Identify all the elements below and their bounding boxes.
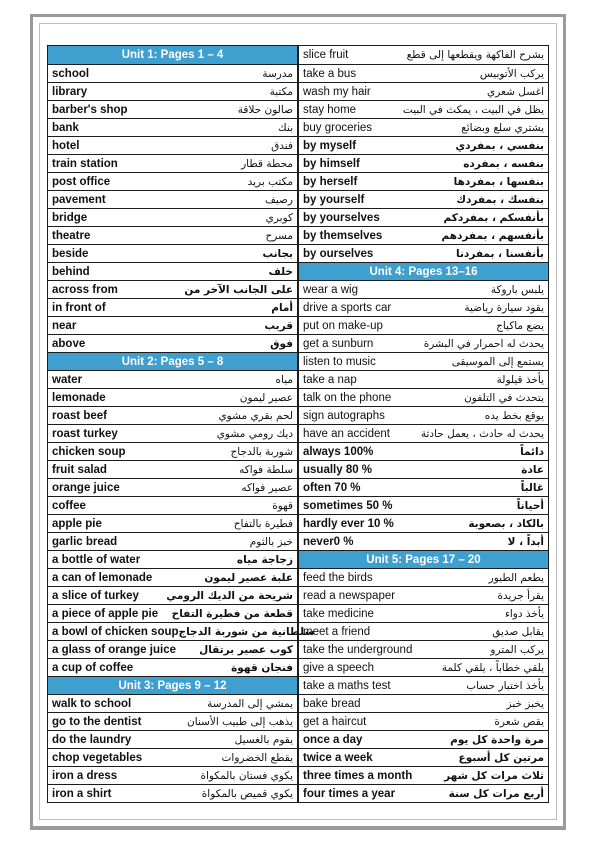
english-term: bridge <box>52 211 88 224</box>
vocab-row <box>48 730 297 748</box>
vocab-row <box>299 658 548 676</box>
vocab-row <box>299 424 548 442</box>
arabic-translation: قهوة <box>272 499 293 512</box>
arabic-translation: يأخذ قيلولة <box>496 373 544 386</box>
unit-header <box>299 262 548 280</box>
english-term: post office <box>52 175 111 188</box>
arabic-translation: بنفسك ، بمفردك <box>456 193 544 206</box>
arabic-translation: عصير ليمون <box>239 391 293 404</box>
arabic-translation: خلف <box>268 265 293 278</box>
vocab-row <box>299 370 548 388</box>
vocab-row <box>299 46 548 64</box>
arabic-translation: عصير فواكه <box>241 481 293 494</box>
vocab-row <box>48 586 297 604</box>
english-term: do the laundry <box>52 733 132 746</box>
arabic-translation: سلطة فواكه <box>239 463 293 476</box>
arabic-translation: يحدث له احمرار في البشرة <box>423 337 544 350</box>
arabic-translation: بنفسها ، بمفردها <box>453 175 544 188</box>
arabic-translation: بنك <box>278 121 293 134</box>
english-term: by herself <box>303 175 358 188</box>
english-term: chop vegetables <box>52 751 143 764</box>
arabic-translation: محطة قطار <box>241 157 293 170</box>
vocab-row <box>48 388 297 406</box>
vocab-row <box>299 496 548 514</box>
arabic-translation: قطعة من فطيرة التفاح <box>171 607 293 620</box>
english-term: take the underground <box>303 643 413 656</box>
english-term: slice fruit <box>303 49 349 61</box>
english-term: go to the dentist <box>52 715 142 728</box>
english-term: bank <box>52 121 79 134</box>
english-term: take a maths test <box>303 679 391 692</box>
arabic-translation: يقطع الخضروات <box>221 751 293 764</box>
vocab-row <box>48 604 297 622</box>
arabic-translation: يقرأ جريدة <box>497 589 544 602</box>
arabic-translation: ديك رومي مشوي <box>216 427 293 440</box>
arabic-translation: يقص شعرة <box>494 715 544 728</box>
english-term: theatre <box>52 229 91 242</box>
english-term: barber's shop <box>52 103 128 116</box>
vocab-row <box>299 622 548 640</box>
arabic-translation: يكوي قميص بالمكواة <box>201 787 293 800</box>
english-term: a can of lemonade <box>52 571 153 584</box>
english-term: talk on the phone <box>303 391 392 404</box>
vocab-row <box>48 244 297 262</box>
vocab-row <box>48 298 297 316</box>
english-term: four times a year <box>303 787 396 800</box>
vocab-row <box>299 334 548 352</box>
vocab-row <box>299 280 548 298</box>
vocab-row <box>299 352 548 370</box>
vocab-row <box>48 694 297 712</box>
vocab-row <box>299 154 548 172</box>
english-term: near <box>52 319 77 332</box>
unit-header-title: Unit 1: Pages 1 – 4 <box>121 49 224 61</box>
vocab-row <box>48 64 297 82</box>
arabic-translation: مدرسة <box>262 67 293 80</box>
vocab-row <box>48 568 297 586</box>
vocab-row <box>48 118 297 136</box>
english-term: take medicine <box>303 607 374 620</box>
vocab-row <box>48 712 297 730</box>
vocab-row <box>48 136 297 154</box>
english-term: train station <box>52 157 118 170</box>
english-term: a glass of orange juice <box>52 643 176 656</box>
vocab-row <box>48 658 297 676</box>
arabic-translation: يركب الأتوبيس <box>479 67 544 80</box>
english-term: pavement <box>52 193 106 206</box>
english-term: lemonade <box>52 391 106 404</box>
english-term: chicken soup <box>52 445 126 458</box>
vocab-row <box>48 100 297 118</box>
vocab-row <box>299 244 548 262</box>
english-term: meet a friend <box>303 625 371 638</box>
english-term: by themselves <box>303 229 383 242</box>
vocab-row <box>48 784 297 802</box>
unit-header <box>48 676 297 694</box>
arabic-translation: شريحة من الديك الرومي <box>166 589 293 602</box>
english-term: orange juice <box>52 481 120 494</box>
arabic-translation: على الجانب الآخر من <box>184 283 293 296</box>
english-term: fruit salad <box>52 463 107 476</box>
english-term: above <box>52 337 86 350</box>
vocab-row <box>48 478 297 496</box>
arabic-translation: قريب <box>264 319 293 332</box>
vocab-row <box>48 226 297 244</box>
arabic-translation: يضع ماكياج <box>496 319 544 332</box>
arabic-translation: كوبري <box>265 211 293 224</box>
arabic-translation: بنفسي ، بمفردي <box>455 139 544 152</box>
english-term: read a newspaper <box>303 589 396 602</box>
english-term: once a day <box>303 733 363 746</box>
english-term: usually 80 % <box>303 463 373 476</box>
english-term: walk to school <box>52 697 132 710</box>
unit-header-title: Unit 3: Pages 9 – 12 <box>118 679 227 692</box>
english-term: take a bus <box>303 67 357 80</box>
vocab-row <box>299 748 548 766</box>
vocab-row <box>48 460 297 478</box>
english-term: buy groceries <box>303 121 373 134</box>
english-term: hotel <box>52 139 80 152</box>
english-term: stay home <box>303 103 357 116</box>
english-term: coffee <box>52 499 86 512</box>
arabic-translation: مرة واحدة كل يوم <box>450 733 544 746</box>
arabic-translation: يأخذ اختبار حساب <box>466 679 544 692</box>
arabic-translation: دائماً <box>520 445 544 458</box>
unit-header <box>299 550 548 568</box>
arabic-translation: شوربة بالدجاج <box>230 445 293 458</box>
english-term: iron a shirt <box>52 787 112 800</box>
english-term: put on make-up <box>303 319 383 332</box>
english-term: library <box>52 85 88 98</box>
vocab-row <box>299 64 548 82</box>
english-term: a bowl of chicken soup <box>52 625 179 638</box>
arabic-translation: مكتب بريد <box>247 175 293 188</box>
vocab-row <box>48 334 297 352</box>
arabic-translation: فوق <box>270 337 293 350</box>
vocab-row <box>48 532 297 550</box>
arabic-translation: يأخذ دواء <box>504 607 544 620</box>
vocab-row <box>48 442 297 460</box>
arabic-translation: يشتري سلع وبضائع <box>461 121 544 134</box>
vocab-row <box>299 676 548 694</box>
vocab-row <box>48 550 297 568</box>
english-term: water <box>52 373 83 386</box>
arabic-translation: يركب المترو <box>490 643 544 656</box>
arabic-translation: يلقي خطاباً ، يلقي كلمة <box>441 661 544 674</box>
english-term: apple pie <box>52 517 102 530</box>
arabic-translation: أربع مرات كل سنة <box>448 787 544 800</box>
vocab-row <box>299 406 548 424</box>
vocab-row <box>48 640 297 658</box>
vocab-row <box>48 82 297 100</box>
vocab-row <box>299 190 548 208</box>
arabic-translation: صالون حلاقة <box>237 103 293 116</box>
english-term: wash my hair <box>303 85 371 98</box>
arabic-translation: كوب عصير برتقال <box>199 643 293 656</box>
vocab-row <box>299 784 548 802</box>
english-term: listen to music <box>303 355 376 368</box>
arabic-translation: سلطانية من شوربة الدجاج <box>178 625 315 638</box>
vocab-row <box>299 172 548 190</box>
arabic-translation: علبة عصير ليمون <box>204 571 293 584</box>
english-term: garlic bread <box>52 535 118 548</box>
vocab-row <box>48 748 297 766</box>
english-term: get a sunburn <box>303 337 374 350</box>
english-term: a piece of apple pie <box>52 607 159 620</box>
arabic-translation: فندق <box>271 139 293 152</box>
english-term: by yourselves <box>303 211 380 224</box>
arabic-translation: مياه <box>275 373 293 386</box>
english-term: wear a wig <box>303 283 358 296</box>
english-term: hardly ever 10 % <box>303 517 394 530</box>
vocab-row <box>299 118 548 136</box>
arabic-translation: يقود سيارة رياضية <box>464 301 544 314</box>
vocab-row <box>299 316 548 334</box>
arabic-translation: أحياناً <box>516 499 544 512</box>
english-term: sign autographs <box>303 409 385 422</box>
english-term: by yourself <box>303 193 365 206</box>
vocab-row <box>48 208 297 226</box>
english-term: bake bread <box>303 697 361 710</box>
arabic-translation: يتحدث في التلفون <box>464 391 544 404</box>
english-term: roast turkey <box>52 427 118 440</box>
arabic-translation: مسرح <box>265 229 293 242</box>
vocab-row <box>48 172 297 190</box>
vocab-row <box>48 370 297 388</box>
vocab-row <box>48 190 297 208</box>
vocab-row <box>48 316 297 334</box>
english-term: take a nap <box>303 373 357 386</box>
arabic-translation: بالكاد ، بصعوبة <box>468 517 544 530</box>
english-term: feed the birds <box>303 571 373 584</box>
vocab-row <box>299 136 548 154</box>
vocab-row <box>48 262 297 280</box>
english-term: a slice of turkey <box>52 589 139 602</box>
arabic-translation: يطعم الطيور <box>488 571 544 584</box>
vocab-row <box>299 586 548 604</box>
vocab-row <box>48 622 315 640</box>
vocab-row <box>299 388 548 406</box>
arabic-translation: يكوي فستان بالمكواة <box>200 769 293 782</box>
arabic-translation: يقوم بالغسيل <box>234 733 293 746</box>
vocab-row <box>299 298 548 316</box>
arabic-translation: فنجان قهوة <box>231 661 293 674</box>
unit-header-title: Unit 4: Pages 13–16 <box>369 265 478 278</box>
english-term: beside <box>52 247 89 260</box>
english-term: give a speech <box>303 661 374 674</box>
arabic-translation: بجانب <box>262 247 293 260</box>
arabic-translation: مرتين كل أسبوع <box>458 751 544 764</box>
arabic-translation: بنفسه ، بمفرده <box>463 157 544 170</box>
vocab-row <box>48 766 297 784</box>
vocab-row <box>299 694 548 712</box>
arabic-translation: يستمع إلى الموسيقى <box>451 355 544 368</box>
arabic-translation: يمشي إلى المدرسة <box>207 697 293 710</box>
vocab-row <box>299 478 548 496</box>
english-term: twice a week <box>303 751 373 764</box>
vocab-row <box>299 208 548 226</box>
arabic-translation: مكتبة <box>269 85 293 98</box>
english-term: in front of <box>52 301 106 314</box>
english-term: school <box>52 67 90 80</box>
vocab-row <box>299 712 548 730</box>
english-term: have an accident <box>303 427 390 440</box>
english-term: by ourselves <box>303 247 374 260</box>
arabic-translation: يظل في البيت ، يمكث في البيت <box>402 103 544 116</box>
vocab-row <box>299 442 548 460</box>
arabic-translation: اغسل شعري <box>487 85 544 98</box>
vocab-row <box>299 766 548 784</box>
vocab-row <box>48 406 297 424</box>
arabic-translation: عادة <box>521 463 544 476</box>
arabic-translation: يشرح الفاكهة ويقطعها إلى قطع <box>406 49 544 61</box>
arabic-translation: يحدث له حادث ، يعمل حادثة <box>420 427 544 440</box>
vocab-row <box>299 568 548 586</box>
arabic-translation: فطيرة بالتفاح <box>233 517 293 530</box>
english-term: often 70 % <box>303 481 361 494</box>
vocab-row <box>299 640 548 658</box>
english-term: always 100% <box>303 445 374 458</box>
english-term: by himself <box>303 157 360 170</box>
arabic-translation: بأنفسنا ، بمفردنا <box>456 247 544 260</box>
unit-header-title: Unit 5: Pages 17 – 20 <box>366 553 481 566</box>
vocab-row <box>299 460 548 478</box>
arabic-translation: بأنفسكم ، بمفردكم <box>443 211 544 224</box>
english-term: sometimes 50 % <box>303 499 393 512</box>
english-term: across from <box>52 283 118 296</box>
unit-header <box>48 46 297 64</box>
arabic-translation: خبز بالثوم <box>249 535 293 548</box>
arabic-translation: أبداً ، لا <box>507 535 544 548</box>
vocab-row <box>299 514 548 532</box>
english-term: get a haircut <box>303 715 367 728</box>
english-term: behind <box>52 265 90 278</box>
arabic-translation: بأنفسهم ، بمفردهم <box>441 229 544 242</box>
vocab-row <box>299 532 548 550</box>
english-term: a bottle of water <box>52 553 141 566</box>
vocab-row <box>299 100 548 118</box>
arabic-translation: ثلاث مرات كل شهر <box>444 769 544 782</box>
unit-header <box>48 352 297 370</box>
english-term: three times a month <box>303 769 413 782</box>
vocab-row <box>48 154 297 172</box>
vocab-row <box>299 82 548 100</box>
arabic-translation: يلبس باروكة <box>490 283 544 296</box>
arabic-translation: لحم بقري مشوي <box>218 409 293 422</box>
arabic-translation: غالباً <box>520 481 544 494</box>
arabic-translation: رصيف <box>264 193 293 206</box>
arabic-translation: يوقع بخط يده <box>484 409 544 422</box>
vocab-row <box>48 424 297 442</box>
vocab-row <box>48 514 297 532</box>
vocab-table-right <box>298 45 549 803</box>
vocab-row <box>299 604 548 622</box>
english-term: by myself <box>303 139 357 152</box>
english-term: a cup of coffee <box>52 661 134 674</box>
arabic-translation: يخبز خبز <box>506 697 544 710</box>
unit-header-title: Unit 2: Pages 5 – 8 <box>121 355 224 368</box>
vocab-table-left <box>47 45 315 803</box>
english-term: roast beef <box>52 409 107 422</box>
arabic-translation: أمام <box>271 301 293 314</box>
arabic-translation: يقابل صديق <box>492 625 544 638</box>
english-term: drive a sports car <box>303 301 392 314</box>
arabic-translation: زجاجة مياه <box>236 553 293 566</box>
english-term: iron a dress <box>52 769 118 782</box>
vocab-row <box>48 496 297 514</box>
vocab-row <box>299 730 548 748</box>
vocab-row <box>299 226 548 244</box>
english-term: never0 % <box>303 535 354 548</box>
arabic-translation: يذهب إلى طبيب الأسنان <box>187 715 293 728</box>
vocab-row <box>48 280 297 298</box>
